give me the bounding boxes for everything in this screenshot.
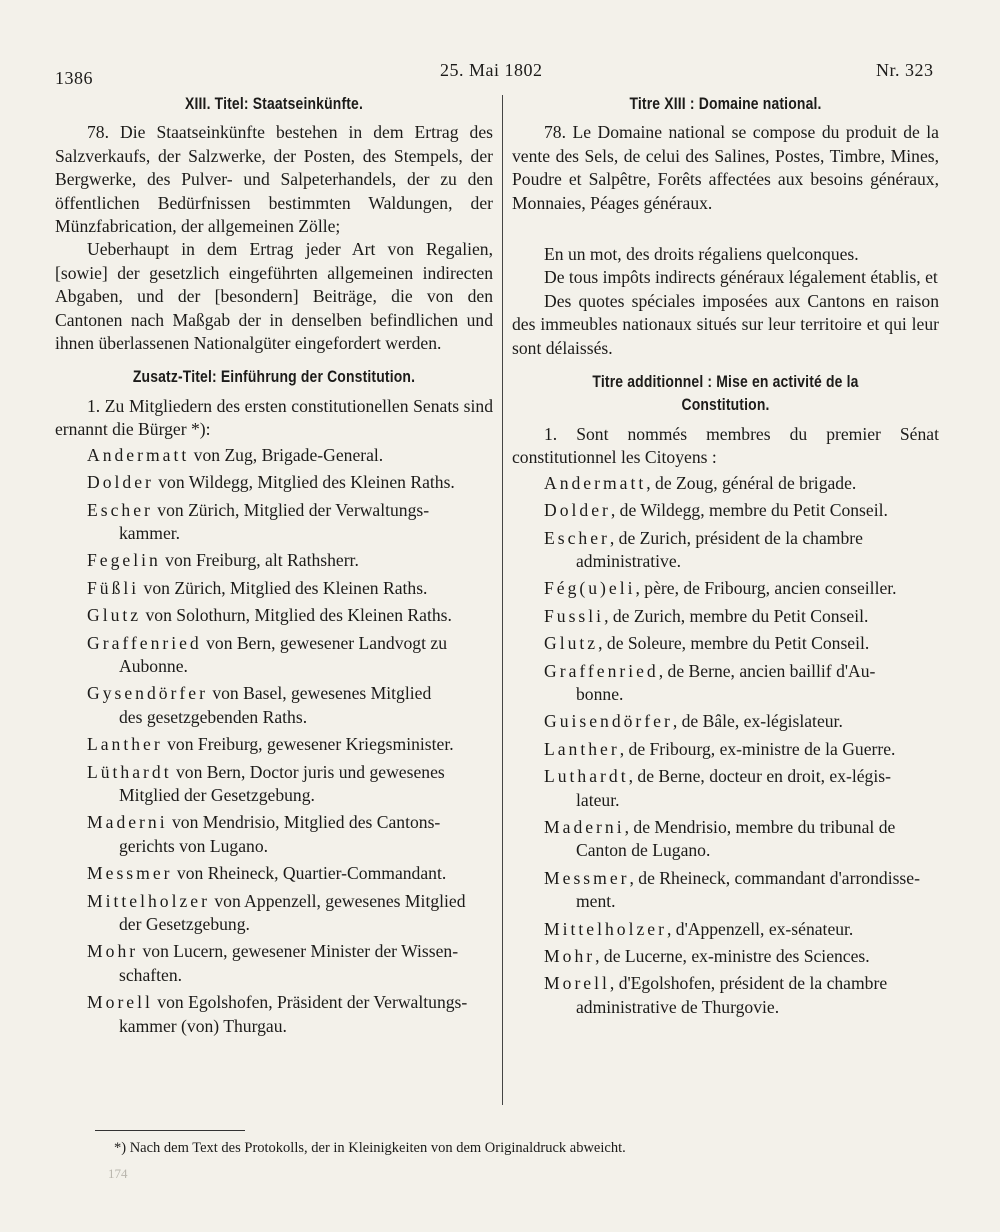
senator-entry: [512, 527, 939, 574]
senator-entry: [55, 471, 493, 494]
senator-name: Messmer: [87, 863, 173, 884]
senator-description: , d'Appenzell, ex-sénateur.: [666, 918, 854, 939]
senator-description: von Lucern, gewesener Minister der Wissen-: [138, 941, 459, 962]
senator-description-continued: der Gesetzgebung.: [119, 914, 250, 934]
senator-entry: [512, 577, 939, 600]
senator-description-continued: Aubonne.: [119, 655, 188, 676]
senator-entry: [512, 945, 939, 968]
senator-name: Dolder: [87, 472, 154, 493]
senator-name: Graffenried: [544, 660, 659, 681]
senator-description: , de Rheineck, commandant d'arrondisse-: [629, 867, 920, 888]
senator-description: , de Zoug, général de brigade.: [646, 472, 857, 493]
bleed-through-text: 174: [108, 1166, 128, 1181]
senator-description: , de Wildegg, membre du Petit Conseil.: [610, 500, 888, 521]
senator-description: von Basel, gewesenes Mitglied: [207, 683, 432, 704]
senator-entry: [55, 940, 493, 987]
senator-list: [512, 472, 939, 1020]
senator-entry: [55, 862, 493, 885]
senator-name: Andermatt: [87, 444, 190, 465]
paragraph: 1. Zu Mitgliedern des ersten constitutionellen Senats sind ernannt die Bürger *):: [55, 395, 493, 440]
senator-description: , de Mendrisio, membre du tribunal de: [624, 816, 896, 837]
senator-name: Mohr: [544, 946, 596, 966]
senator-entry: [512, 472, 939, 495]
paragraph: Des quotes spéciales imposées aux Cantons en raison des immeubles nationaux situés sur leur territoire et qui leur sont délaissés.: [512, 290, 939, 358]
senator-entry: [55, 890, 493, 937]
senator-entry: [55, 499, 493, 546]
senator-entry: [55, 604, 493, 627]
senator-description: von Mendrisio, Mitglied des Cantons-: [167, 812, 441, 833]
senator-entry: [55, 682, 493, 729]
senator-list: [55, 444, 493, 1038]
senator-description: von Egolshofen, Präsident der Verwaltungs-: [152, 992, 468, 1013]
senator-description: , de Lucerne, ex-ministre des Sciences.: [595, 946, 870, 966]
senator-description: von Rheineck, Quartier-Commandant.: [172, 863, 447, 884]
column-divider: [502, 95, 503, 1105]
running-date: 25. Mai 1802: [440, 60, 543, 80]
senator-description: , de Berne, docteur en droit, ex-légis-: [628, 766, 891, 787]
paragraph: De tous impôts indirects généraux légalement établis, et: [544, 267, 938, 288]
senator-name: Escher: [544, 527, 610, 548]
senator-description-continued: schaften.: [119, 964, 183, 985]
senator-entry: [55, 444, 493, 467]
senator-entry: [512, 918, 939, 941]
senator-description-continued: administrative.: [576, 550, 682, 571]
senator-description-continued: Canton de Lugano.: [576, 840, 711, 861]
senator-name: Mittelholzer: [87, 890, 210, 911]
senator-name: Fussli: [544, 605, 605, 626]
senator-entry: [512, 972, 939, 1019]
senator-name: Lüthardt: [87, 761, 172, 782]
senator-name: Morell: [87, 992, 153, 1013]
senator-name: Mittelholzer: [544, 918, 667, 939]
senator-description-continued: ment.: [576, 891, 616, 912]
senator-entry: [55, 761, 493, 808]
page-number: 1386: [55, 68, 93, 88]
senator-description: , de Fribourg, ex-ministre de la Guerre.: [619, 738, 896, 759]
senator-name: Maderni: [87, 812, 168, 833]
senator-description: , de Soleure, membre du Petit Conseil.: [598, 633, 870, 654]
senator-name: Gysendörfer: [87, 683, 208, 704]
paragraph: En un mot, des droits régaliens quelconques.: [544, 244, 859, 265]
senator-name: Füßli: [87, 577, 140, 598]
senator-name: Lanther: [87, 734, 163, 755]
senator-entry: [512, 816, 939, 863]
paragraph: 1. Sont nommés membres du premier Sénat constitutionnel les Citoyens :: [512, 423, 939, 468]
senator-description: von Wildegg, Mitglied des Kleinen Raths.: [153, 472, 455, 493]
footnote-rule: [95, 1130, 245, 1131]
senator-description-continued: gerichts von Lugano.: [119, 835, 269, 856]
senator-description: von Solothurn, Mitglied des Kleinen Raths.: [141, 605, 452, 626]
senator-description: , de Berne, ancien baillif d'Au-: [658, 660, 876, 681]
senator-description-continued: bonne.: [576, 683, 624, 704]
senator-name: Glutz: [87, 605, 142, 626]
senator-description: von Bern, Doctor juris und gewesenes: [171, 761, 445, 782]
senator-name: Graffenried: [87, 632, 202, 653]
footnote: *) Nach dem Text des Protokolls, der in Kleinigkeiten von dem Originaldruck abweicht.: [114, 1140, 626, 1156]
section-heading: Titre additionnel : Mise en activité de la Constitution.: [592, 372, 859, 415]
senator-description: von Zürich, Mitglied der Verwaltungs-: [152, 499, 430, 520]
section-heading: Zusatz-Titel: Einführung der Constitution.: [132, 367, 416, 387]
senator-name: Escher: [87, 499, 153, 520]
senator-entry: [512, 632, 939, 655]
senator-entry: [55, 811, 493, 858]
senator-name: Maderni: [544, 816, 625, 837]
senator-entry: [55, 549, 493, 572]
senator-description: von Freiburg, alt Rathsherr.: [160, 550, 359, 571]
senator-description: von Zürich, Mitglied des Kleinen Raths.: [139, 577, 428, 598]
senator-name: Glutz: [544, 633, 599, 654]
senator-description: von Appenzell, gewesenes Mitglied: [209, 890, 466, 911]
senator-entry: [512, 765, 939, 812]
senator-name: Fég(u)eli: [544, 578, 636, 599]
senator-description-continued: lateur.: [576, 789, 620, 810]
senator-entry: [512, 605, 939, 628]
senator-name: Dolder: [544, 500, 611, 521]
senator-description-continued: Mitglied der Gesetzgebung.: [119, 784, 315, 805]
senator-name: Morell: [544, 973, 610, 994]
senator-description: von Freiburg, gewesener Kriegsminister.: [162, 734, 454, 755]
senator-entry: [512, 867, 939, 914]
senator-description: von Bern, gewesener Landvogt zu: [201, 632, 447, 653]
senator-entry: [512, 499, 939, 522]
senator-name: Andermatt: [544, 472, 647, 493]
senator-entry: [55, 577, 493, 600]
senator-description-continued: kammer (von) Thurgau.: [119, 1015, 287, 1036]
senator-name: Messmer: [544, 867, 630, 888]
senator-name: Fegelin: [87, 550, 161, 571]
section-heading: Titre XIII : Domaine national.: [629, 94, 822, 113]
senator-entry: [55, 632, 493, 679]
paragraph: 78. Le Domaine national se compose du produit de la vente des Sels, de celui des Salines, Postes, Timbre, Mines, Poudre et Salpêtre, Forêts affectées aux besoins généraux, Monnaies, Péages généraux.: [512, 122, 939, 213]
document-number: Nr. 323: [876, 60, 934, 80]
senator-description: , de Zurich, président de la chambre: [609, 527, 863, 548]
senator-entry: [512, 710, 939, 733]
senator-entry: [512, 738, 939, 761]
paragraph: Ueberhaupt in dem Ertrag jeder Art von Regalien, [sowie] der gesetzlich eingeführten allgemeinen indirecten Abgaben, und der [besondern] Beiträge, die von den Cantonen nach Maßgab der in denselben befindlichen und ihnen überlassenen Nationalgüter eingefordert werden.: [55, 239, 493, 354]
section-heading: XIII. Titel: Staatseinkünfte.: [184, 94, 364, 113]
senator-name: Luthardt: [544, 766, 629, 787]
senator-entry: [55, 733, 493, 756]
senator-entry: [512, 660, 939, 707]
senator-name: Lanther: [544, 738, 620, 759]
senator-description: , d'Egolshofen, président de la chambre: [609, 973, 888, 994]
senator-description-continued: kammer.: [119, 522, 181, 543]
senator-description: , père, de Fribourg, ancien conseiller.: [635, 578, 897, 599]
senator-description: , de Zurich, membre du Petit Conseil.: [604, 605, 869, 626]
paragraph: 78. Die Staatseinkünfte bestehen in dem Ertrag des Salzverkaufs, der Salzwerke, der Posten, des Stempels, der Bergwerke, des Pulver- und Salpeterhandels, der zu den öffentlichen Bedürfnissen bestimmten Waldungen, der Münzfabrication, der allgemeinen Zölle;: [55, 122, 493, 237]
senator-description: von Zug, Brigade-General.: [189, 444, 384, 465]
german-column: [55, 92, 493, 1042]
senator-description-continued: administrative de Thurgovie.: [576, 996, 780, 1017]
senator-entry: [55, 991, 493, 1038]
senator-description-continued: des gesetzgebenden Raths.: [119, 706, 308, 727]
senator-name: Mohr: [87, 941, 139, 962]
french-column: [512, 92, 939, 1023]
senator-name: Guisendörfer: [544, 711, 673, 732]
senator-description: , de Bâle, ex-législateur.: [672, 711, 843, 732]
